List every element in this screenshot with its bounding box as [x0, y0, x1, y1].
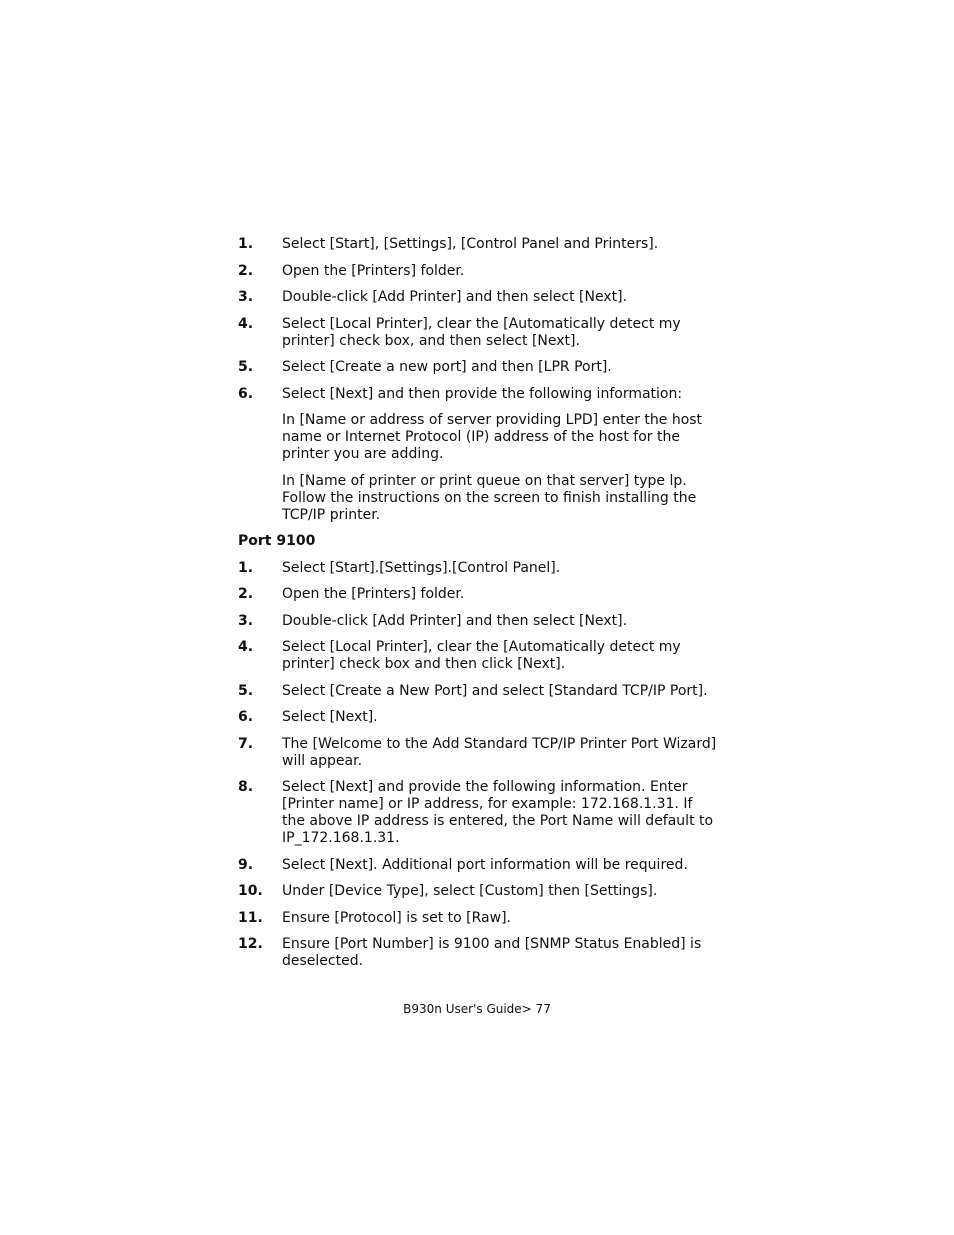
- step-number: 5.: [238, 682, 254, 699]
- list-item: [238, 263, 718, 280]
- step-text: Select [Create a New Port] and select [Standard TCP/IP Port].: [282, 682, 708, 699]
- list-item: [238, 586, 718, 603]
- list-item: [238, 736, 718, 770]
- step-text: Double-click [Add Printer] and then select [Next].: [282, 289, 628, 305]
- step-number: 4.: [238, 639, 254, 655]
- list-item: [238, 910, 718, 927]
- list-item: [238, 359, 718, 376]
- step-text: Open the [Printers] folder.: [282, 262, 465, 279]
- list-item: [238, 709, 718, 726]
- step-text: Select [Start].[Settings].[Control Panel].: [282, 559, 561, 576]
- page-footer: B930n User's Guide> 77: [403, 1002, 551, 1016]
- step-number: 6.: [238, 709, 254, 725]
- step-number: 1.: [238, 236, 254, 252]
- step-number: 2.: [238, 262, 254, 279]
- list-item: [238, 560, 718, 577]
- list-item: [238, 779, 718, 847]
- step-text: The [Welcome to the Add Standard TCP/IP Printer Port Wizard] will appear.: [282, 735, 717, 769]
- list-item: [238, 857, 718, 874]
- port-9100-steps-list: [238, 560, 718, 971]
- lpr-steps-list: [238, 236, 718, 403]
- step-number: 9.: [238, 856, 254, 873]
- step-text: Select [Create a new port] and then [LPR Port].: [282, 359, 612, 375]
- list-item: [238, 236, 718, 253]
- list-item: [238, 639, 718, 673]
- page-content: [238, 236, 718, 980]
- list-item: [238, 386, 718, 403]
- step-number: 5.: [238, 359, 254, 375]
- list-item: [238, 936, 718, 970]
- lpd-server-paragraph: In [Name or address of server providing LPD] enter the host name or Internet Protocol (IP) address of the host for the printer you are adding.: [282, 412, 703, 462]
- section-heading: Port 9100: [238, 533, 316, 549]
- step-number: 4.: [238, 315, 254, 332]
- step-number: 6.: [238, 385, 254, 402]
- step-text: Select [Local Printer], clear the [Automatically detect my printer] check box and then click [Next].: [282, 639, 681, 672]
- step-text: Ensure [Protocol] is set to [Raw].: [282, 909, 511, 926]
- step-text: Open the [Printers] folder.: [282, 586, 465, 602]
- step-number: 2.: [238, 586, 254, 602]
- step-text: Ensure [Port Number] is 9100 and [SNMP Status Enabled] is deselected.: [282, 936, 702, 969]
- step-number: 11.: [238, 909, 263, 926]
- list-item: [238, 613, 718, 630]
- step-number: 10.: [238, 883, 263, 899]
- list-item: [238, 289, 718, 306]
- list-item: [238, 683, 718, 700]
- step-text: Select [Start], [Settings], [Control Panel and Printers].: [282, 236, 659, 252]
- step-number: 3.: [238, 289, 254, 305]
- step-number: 3.: [238, 612, 254, 629]
- step-number: 1.: [238, 559, 254, 576]
- step-text: Select [Next].: [282, 709, 378, 725]
- step-number: 8.: [238, 779, 254, 795]
- step-text: Select [Next] and then provide the following information:: [282, 385, 683, 402]
- step-number: 7.: [238, 735, 254, 752]
- step-text: Select [Local Printer], clear the [Automatically detect my printer] check box, and then select [Next].: [282, 315, 681, 349]
- step-text: Under [Device Type], select [Custom] then [Settings].: [282, 883, 658, 899]
- print-queue-paragraph: In [Name of printer or print queue on that server] type lp. Follow the instructions on the screen to finish installing the TCP/IP printer.: [282, 472, 697, 523]
- list-item: [238, 316, 718, 350]
- step-text: Select [Next]. Additional port information will be required.: [282, 856, 688, 873]
- step-text: Double-click [Add Printer] and then select [Next].: [282, 612, 628, 629]
- step-text: Select [Next] and provide the following information. Enter [Printer name] or IP address, for example: 172.168.1.31. If the above IP address is entered, the Port Name will default to IP_172.168.1.31.: [282, 779, 714, 846]
- list-item: [238, 883, 718, 900]
- step-number: 12.: [238, 936, 263, 952]
